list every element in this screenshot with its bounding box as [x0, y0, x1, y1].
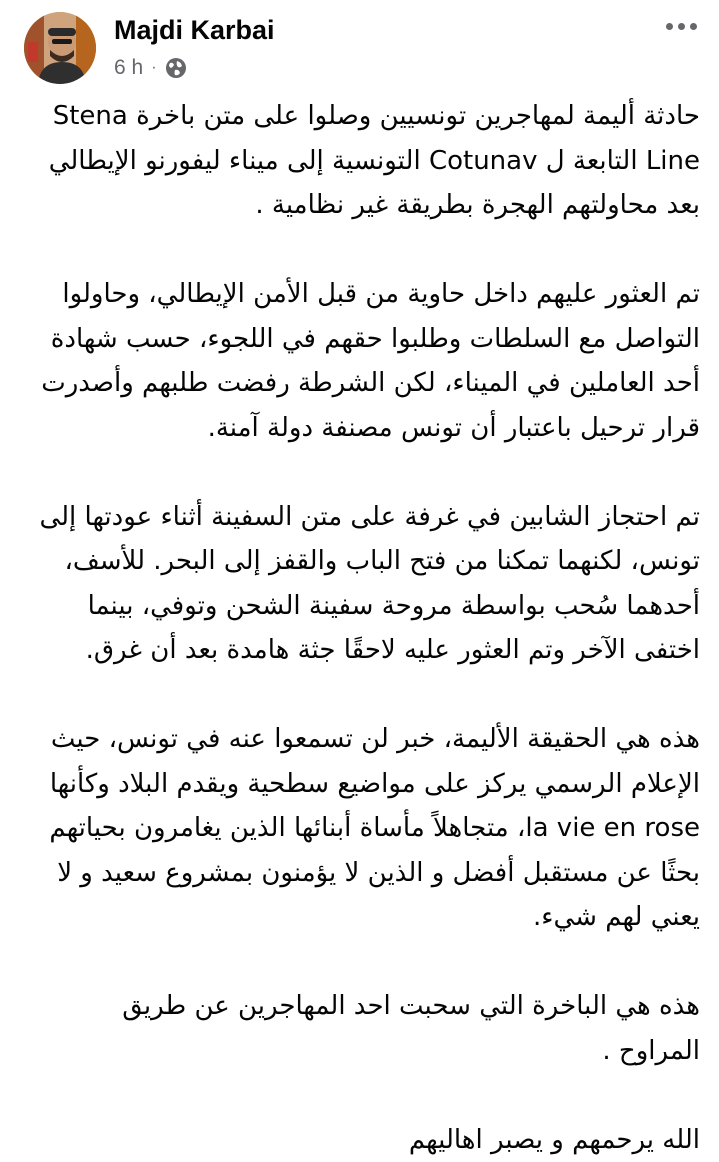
avatar[interactable]: [24, 12, 96, 84]
meta-separator: ·: [151, 59, 156, 77]
post-paragraph: تم احتجاز الشابين في غرفة على متن السفينة أثناء عودتها إلى تونس، لكنهما تمكنا من فتح الباب والقفز إلى البحر. للأسف، أحدهما سُحب بواسطة مروحة سفينة الشحن وتوفي، بينما اختفى الآخر وتم العثور عليه لاحقًا جثة هامدة بعد أن غرق.: [36, 495, 700, 673]
post-meta: [114, 56, 187, 80]
more-options-icon[interactable]: [657, 8, 705, 44]
more-dot: [690, 23, 697, 30]
more-dot: [678, 23, 685, 30]
globe-icon[interactable]: [165, 57, 187, 79]
post-paragraph: حادثة أليمة لمهاجرين تونسيين وصلوا على متن باخرة Stena Line التابعة ل Cotunav التونسية إلى ميناء ليفورنو الإيطالي بعد محاولتهم الهجرة بطريقة غير نظامية .: [36, 94, 700, 228]
author-name[interactable]: Majdi Karbai: [114, 14, 275, 46]
post-paragraph: الله يرحمهم و يصبر اهاليهم: [36, 1118, 700, 1162]
post-paragraph: هذه هي الحقيقة الأليمة، خبر لن تسمعوا عنه في تونس، حيث الإعلام الرسمي يركز على مواضيع سطحية ويقدم البلاد وكأنها la vie en rose، متجاهلاً مأساة أبنائها الذين يغامرون بحياتهم بحثًا عن مستقبل أفضل و الذين لا يؤمنون بمشروع سعيد و لا يعني لهم شيء.: [36, 717, 700, 940]
post-paragraph: هذه هي الباخرة التي سحبت احد المهاجرين عن طريق المراوح .: [36, 984, 700, 1073]
post-text: [36, 94, 700, 1162]
post-paragraph: تم العثور عليهم داخل حاوية من قبل الأمن الإيطالي، وحاولوا التواصل مع السلطات وطلبوا حقهم في اللجوء، حسب شهادة أحد العاملين في الميناء، لكن الشرطة رفضت طلبهم وأصدرت قرار ترحيل باعتبار أن تونس مصنفة دولة آمنة.: [36, 272, 700, 450]
post-time[interactable]: 6 h: [114, 56, 143, 80]
post-header: [0, 0, 719, 96]
more-dot: [666, 23, 673, 30]
